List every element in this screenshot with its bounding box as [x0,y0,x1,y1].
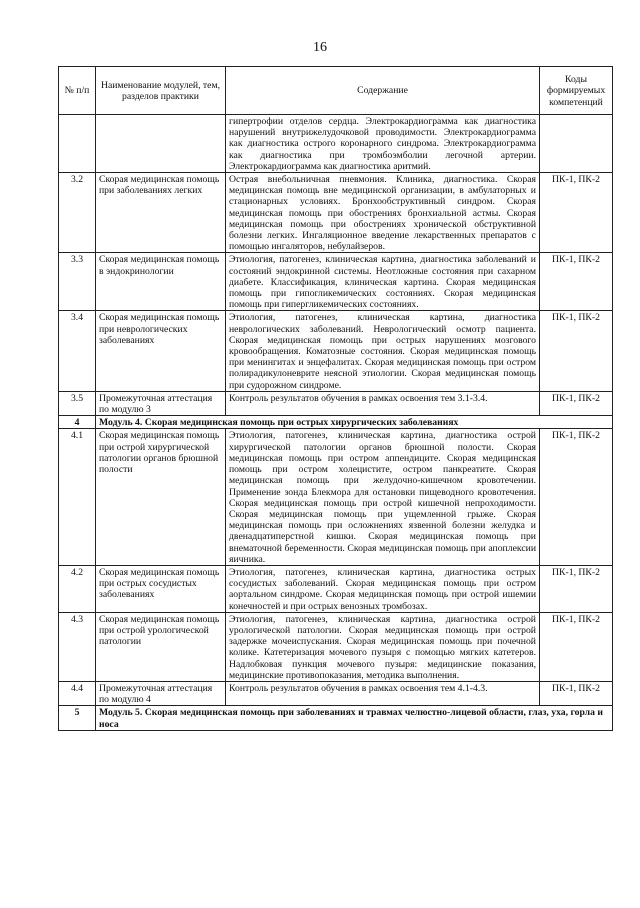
table-body [59,115,613,731]
module-title: Модуль 5. Скорая медицинская помощь при заболеваниях и травмах челюстно-лицевой области, глаз, уха, горла и носа [96,706,613,730]
row-number: 3.5 [59,391,96,415]
row-topic-name: Промежуточная аттестация по модулю 4 [96,681,226,705]
row-competency-codes: ПК-1, ПК-2 [540,612,613,681]
row-number: 3.4 [59,311,96,391]
row-content: Контроль результатов обучения в рамках освоения тем 4.1-4.3. [226,681,540,705]
row-topic-name: Скорая медицинская помощь при острых сосудистых заболеваниях [96,565,226,612]
row-content: Острая внебольничная пневмония. Клиника, диагностика. Скорая медицинская помощь вне медицинской организации, в амбулаторных и стационарных условиях. Бронхообструктивный синдром. Скорая медицинская помощь при обострениях бронхиальной астмы. Скорая медицинская помощь при обострениях хронической обструктивной болезни легких. Ингаляционное введение лекарственных препаратов с помощью ингаляторов, небулайзеров. [226,173,540,253]
row-competency-codes: ПК-1, ПК-2 [540,681,613,705]
module-title: Модуль 4. Скорая медицинская помощь при острых хирургических заболеваниях [96,416,613,429]
row-competency-codes: ПК-1, ПК-2 [540,429,613,565]
row-number: 4.4 [59,681,96,705]
row-topic-name: Скорая медицинская помощь в эндокринологии [96,253,226,311]
curriculum-table [58,66,613,731]
table-row [59,391,613,415]
row-topic-name: Скорая медицинская помощь при заболеваниях легких [96,173,226,253]
table-header-row [59,67,613,115]
row-number: 4.3 [59,612,96,681]
row-competency-codes: ПК-1, ПК-2 [540,565,613,612]
page-number: 16 [313,40,327,55]
table-row [59,253,613,311]
table-row [59,173,613,253]
row-topic-name: Скорая медицинская помощь при острой хирургической патологии органов брюшной полости [96,429,226,565]
row-competency-codes: ПК-1, ПК-2 [540,311,613,391]
table-row [59,565,613,612]
table-row [59,681,613,705]
row-number: 3.3 [59,253,96,311]
header-num: № п/п [59,67,96,115]
module-number: 4 [59,416,96,429]
header-content: Содержание [226,67,540,115]
table-row [59,429,613,565]
module-number: 5 [59,706,96,730]
row-topic-name: Скорая медицинская помощь при неврологических заболеваниях [96,311,226,391]
table-row [59,612,613,681]
row-topic-name [96,115,226,173]
row-competency-codes: ПК-1, ПК-2 [540,391,613,415]
header-name: Наименование модулей, тем, разделов практики [96,67,226,115]
row-topic-name: Промежуточная аттестация по модулю 3 [96,391,226,415]
header-codes: Коды формируемых компетенций [540,67,613,115]
row-number: 4.2 [59,565,96,612]
row-number [59,115,96,173]
row-number: 4.1 [59,429,96,565]
row-content: Этиология, патогенез, клиническая картина, диагностика острой урологической патологии. Скорая медицинская помощь при острой задержке мочеиспускания. Скорая медицинская помощь при почечной колике. Катетеризация мочевого пузыря с помощью мягких катетеров. Надлобковая пункция мочевого пузыря: медицинские показания, медицинские противопоказания, методика выполнения. [226,612,540,681]
module-heading-row [59,706,613,730]
row-content: Контроль результатов обучения в рамках освоения тем 3.1-3.4. [226,391,540,415]
row-content: Этиология, патогенез, клиническая картина, диагностика острой хирургической патологии органов брюшной полости. Скорая медицинская помощь при остром аппендиците. Скорая медицинская помощь при остром холецистите, остром панкреатите. Скорая медицинская помощь при желудочно-кишечном кровотечении. Применение зонда Блекмора для остановки пищеводного кровотечения. Скорая медицинская помощь при острой кишечной непроходимости. Скорая медицинская помощь при ущемленной грыже. Скорая медицинская помощь при осложнениях язвенной болезни желудка и двенадцатиперстной кишки. Скорая медицинская помощь при внематочной беременности. Скорая медицинская помощь при апоплексии яичника. [226,429,540,565]
table-row [59,115,613,173]
module-heading-row [59,416,613,429]
row-topic-name: Скорая медицинская помощь при острой урологической патологии [96,612,226,681]
row-content: Этиология, патогенез, клиническая картина, диагностика острых сосудистых заболеваний. Скорая медицинская помощь при остром аортальном синдроме. Скорая медицинская помощь при острой ишемии конечностей и при острых венозных тромбозах. [226,565,540,612]
row-content: гипертрофии отделов сердца. Электрокардиограмма как диагностика нарушений внутрижелудочковой проводимости. Электрокардиограмма как диагностика острого коронарного синдрома. Электрокардиограмма как диагностика при тромбоэмболии легочной артерии. Электрокардиограмма как диагностика аритмий. [226,115,540,173]
row-content: Этиология, патогенез, клиническая картина, диагностика заболеваний и состояний эндокринной системы. Неотложные состояния при сахарном диабете. Классификация, клиническая картина. Скорая медицинская помощь при гипогликемических состояниях. Скорая медицинская помощь при гипергликемических состояниях. [226,253,540,311]
row-competency-codes [540,115,613,173]
row-competency-codes: ПК-1, ПК-2 [540,253,613,311]
row-content: Этиология, патогенез, клиническая картина, диагностика неврологических заболеваний. Неврологический осмотр пациента. Скорая медицинская помощь при острых нарушениях мозгового кровообращения. Коматозные состояния. Скорая медицинская помощь при менингитах и энцефалитах. Скорая медицинская помощь при остром полирадикулоневрите неясной этиологии. Скорая медицинская помощь при судорожном синдроме. [226,311,540,391]
table-row [59,311,613,391]
row-competency-codes: ПК-1, ПК-2 [540,173,613,253]
row-number: 3.2 [59,173,96,253]
